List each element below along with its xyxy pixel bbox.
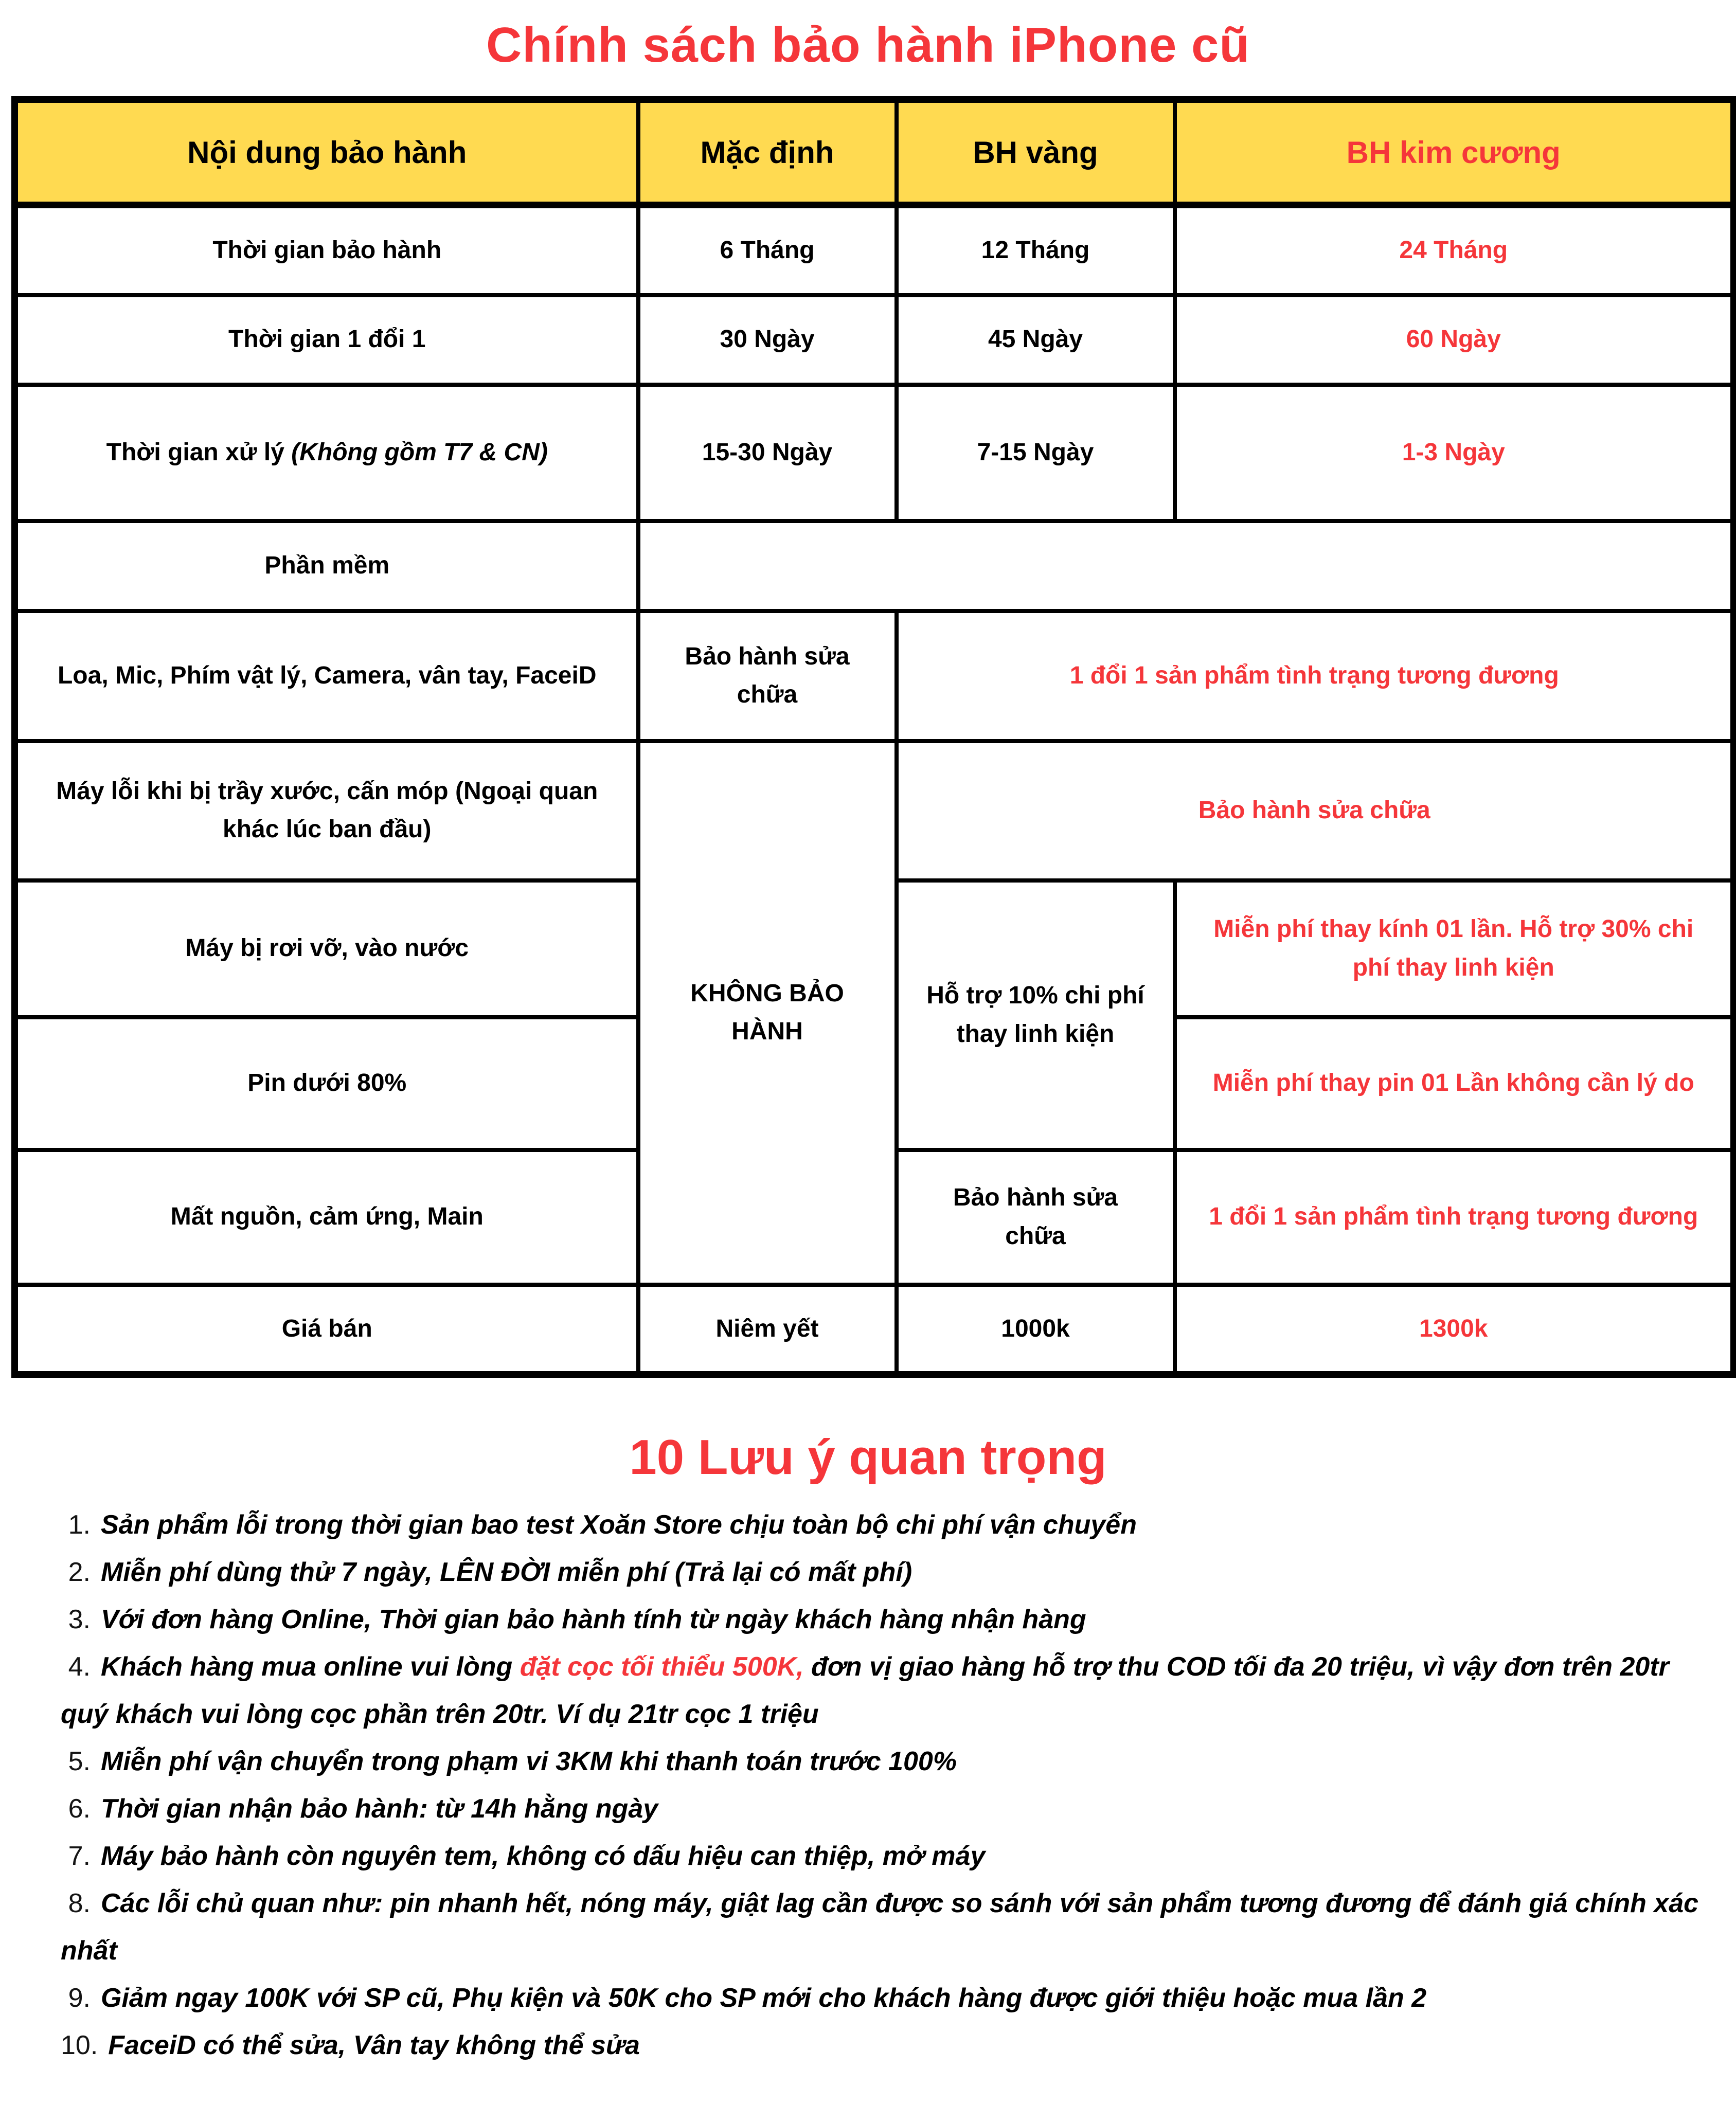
note-text: Miễn phí dùng thử 7 ngày, LÊN ĐỜI miễn phí (Trả lại có mất phí) — [101, 1557, 912, 1588]
note-number: 1. — [68, 1510, 91, 1540]
cell-battery-label: Pin dưới 80% — [15, 1017, 638, 1150]
cell-software-all-tiers: 10 Năm — [638, 521, 1734, 611]
cell-processing-time-diamond: 1-3 Ngày — [1175, 385, 1734, 521]
table-header-row — [15, 100, 1734, 205]
note-text — [61, 1652, 1669, 1729]
cell-components-default: Bảo hành sửa chữa — [638, 611, 897, 741]
cell-exchange-period-gold: 45 Ngày — [897, 295, 1175, 385]
cell-drop-water-label: Máy bị rơi vỡ, vào nước — [15, 880, 638, 1017]
cell-processing-time-default: 15-30 Ngày — [638, 385, 897, 521]
cell-power-touch-main-diamond: 1 đổi 1 sản phẩm tình trạng tương đương — [1175, 1150, 1734, 1285]
cell-warranty-duration-diamond: 24 Tháng — [1175, 205, 1734, 295]
note-number: 7. — [68, 1841, 91, 1872]
list-item — [61, 1501, 1705, 1549]
header-default: Mặc định — [638, 100, 897, 205]
note-text: Với đơn hàng Online, Thời gian bảo hành tính từ ngày khách hàng nhận hàng — [101, 1605, 1086, 1635]
note-number: 6. — [68, 1794, 91, 1824]
table-row — [15, 611, 1734, 741]
note-number: 8. — [68, 1888, 91, 1919]
note-number: 9. — [68, 1983, 91, 2013]
note-text: Thời gian nhận bảo hành: từ 14h hằng ngày — [101, 1794, 658, 1824]
list-item — [61, 1880, 1705, 1974]
list-item — [61, 1596, 1705, 1643]
note-number: 2. — [68, 1557, 91, 1588]
page-title: Chính sách bảo hành iPhone cũ — [486, 17, 1250, 73]
cell-warranty-duration-label: Thời gian bảo hành — [15, 205, 638, 295]
list-item — [61, 1549, 1705, 1596]
table-row — [15, 295, 1734, 385]
cell-price-label: Giá bán — [15, 1285, 638, 1375]
cell-processing-time-label — [15, 385, 638, 521]
note-text: Sản phẩm lỗi trong thời gian bao test Xoăn Store chịu toàn bộ chi phí vận chuyển — [101, 1510, 1137, 1540]
note-number: 4. — [68, 1652, 91, 1682]
cell-battery-diamond: Miễn phí thay pin 01 Lần không cần lý do — [1175, 1017, 1734, 1150]
cell-drop-water-diamond: Miễn phí thay kính 01 lần. Hỗ trợ 30% chi phí thay linh kiện — [1175, 880, 1734, 1017]
table-row — [15, 1285, 1734, 1375]
note-text: Giảm ngay 100K với SP cũ, Phụ kiện và 50K cho SP mới cho khách hàng được giới thiệu hoặc mua lần 2 — [101, 1983, 1427, 2013]
list-item — [61, 1785, 1705, 1832]
cell-components-gold-diamond: 1 đổi 1 sản phẩm tình trạng tương đương — [897, 611, 1734, 741]
cell-exchange-period-label: Thời gian 1 đổi 1 — [15, 295, 638, 385]
header-gold: BH vàng — [897, 100, 1175, 205]
note-number: 10. — [61, 2030, 98, 2061]
table-row — [15, 385, 1734, 521]
note-text: Máy bảo hành còn nguyên tem, không có dấu hiệu can thiệp, mở máy — [101, 1841, 986, 1872]
list-item — [61, 1738, 1705, 1785]
cell-no-warranty: KHÔNG BẢO HÀNH — [638, 741, 897, 1285]
list-item — [61, 1832, 1705, 1880]
list-item — [61, 1643, 1705, 1738]
cell-processing-time-gold: 7-15 Ngày — [897, 385, 1175, 521]
list-item — [61, 1974, 1705, 2022]
note-text: Các lỗi chủ quan như: pin nhanh hết, nóng máy, giật lag cần được so sánh với sản phẩm tương đương để đánh giá chính xác nhất — [61, 1888, 1699, 1966]
cell-software-label: Phần mềm — [15, 521, 638, 611]
processing-time-label-italic: (Không gồm T7 & CN) — [291, 438, 548, 466]
cell-drop-water-gold: Hỗ trợ 10% chi phí thay linh kiện — [897, 880, 1175, 1150]
cell-warranty-duration-gold: 12 Tháng — [897, 205, 1175, 295]
notes-list — [0, 1501, 1736, 2069]
note-text-prefix: Khách hàng mua online vui lòng — [101, 1652, 520, 1682]
table-row — [15, 521, 1734, 611]
cell-power-touch-main-label: Mất nguồn, cảm ứng, Main — [15, 1150, 638, 1285]
warranty-policy-table — [11, 96, 1736, 1378]
cell-exchange-period-diamond: 60 Ngày — [1175, 295, 1734, 385]
header-diamond: BH kim cương — [1175, 100, 1734, 205]
cell-price-default: Niêm yết — [638, 1285, 897, 1375]
processing-time-label-text: Thời gian xử lý — [106, 438, 292, 466]
cell-price-diamond: 1300k — [1175, 1285, 1734, 1375]
table-row — [15, 741, 1734, 880]
note-text: Miễn phí vận chuyển trong phạm vi 3KM khi thanh toán trước 100% — [101, 1747, 957, 1777]
cell-exchange-period-default: 30 Ngày — [638, 295, 897, 385]
cell-power-touch-main-gold: Bảo hành sửa chữa — [897, 1150, 1175, 1285]
note-text-suffix: đơn vị giao hàng hỗ trợ thu COD tối đa 20 triệu, vì vậy đơn trên 20tr quý khách vui lòng cọc phần trên 20tr. Ví dụ 21tr cọc 1 triệu — [61, 1652, 1669, 1730]
notes-heading: 10 Lưu ý quan trọng — [629, 1430, 1107, 1485]
header-content: Nội dung bảo hành — [15, 100, 638, 205]
cell-price-gold: 1000k — [897, 1285, 1175, 1375]
note-number: 5. — [68, 1747, 91, 1777]
note-number: 3. — [68, 1605, 91, 1635]
cell-components-label: Loa, Mic, Phím vật lý, Camera, vân tay, FaceiD — [15, 611, 638, 741]
cell-cosmetic-label: Máy lỗi khi bị trầy xước, cấn móp (Ngoại quan khác lúc ban đầu) — [15, 741, 638, 880]
list-item — [61, 2022, 1705, 2069]
note-text-highlight: đặt cọc tối thiểu 500K, — [520, 1652, 804, 1682]
table-row — [15, 205, 1734, 295]
cell-cosmetic-gold-diamond: Bảo hành sửa chữa — [897, 741, 1734, 880]
cell-warranty-duration-default: 6 Tháng — [638, 205, 897, 295]
note-text: FaceiD có thể sửa, Vân tay không thể sửa — [108, 2030, 640, 2061]
